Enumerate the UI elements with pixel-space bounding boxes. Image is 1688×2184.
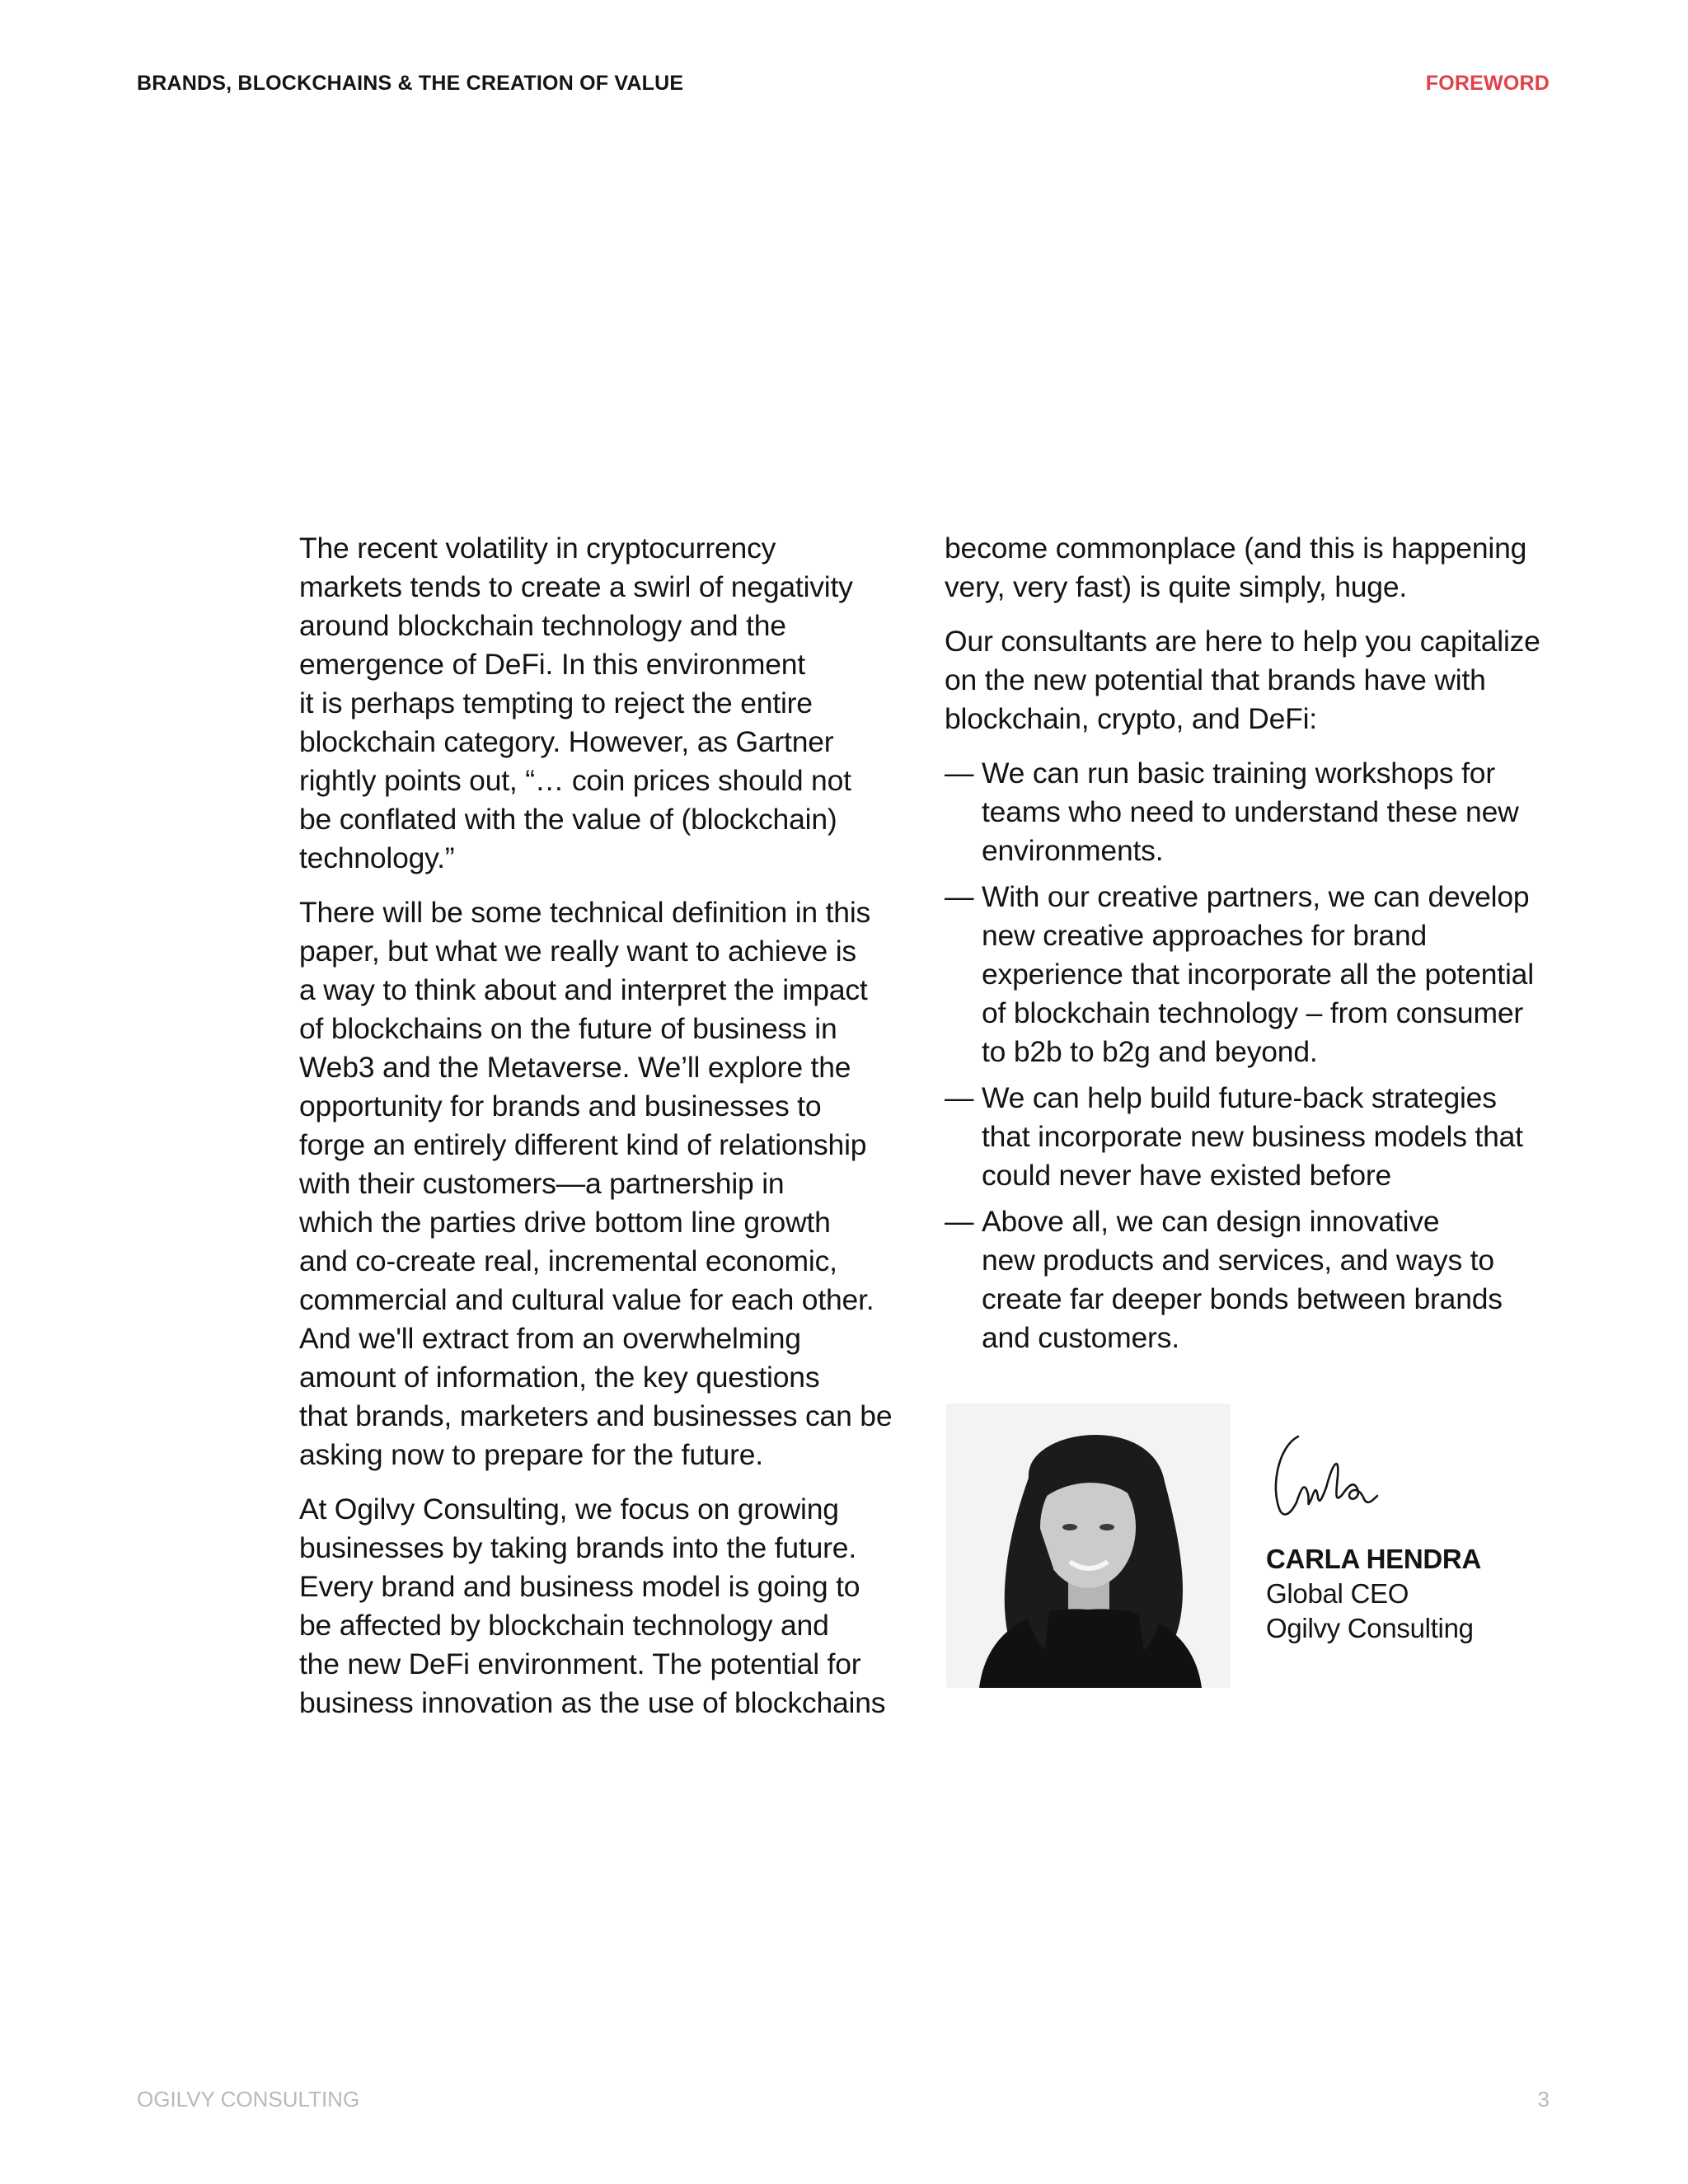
handwritten-signature (1264, 1430, 1395, 1525)
body-paragraph: Our consultants are here to help you capitalize on the new potential that brands have with blockchain, crypto, and DeFi: (945, 625, 1540, 735)
dash-bullet: — (945, 1205, 974, 1238)
services-list (945, 754, 1559, 1357)
body-paragraph: There will be some technical definition in this paper, but what we really want to achieve is a way to think about and interpret the impact of blockchains on the future of business in Web3 and the Metaverse. We’ll explore the opportunity for brands and businesses to forge an entirely different kind of relationship with their customers—a partnership in which the parties drive bottom line growth and co-create real, incremental economic, commercial and cultural value for each other. And we'll extract from an overwhelming amount of information, the key questions that brands, marketers and businesses can be asking now to prepare for the future. (299, 896, 893, 1471)
body-paragraph: become commonplace (and this is happening very, very fast) is quite simply, huge. (945, 532, 1527, 603)
document-title: BRANDS, BLOCKCHAINS & THE CREATION OF VALUE (137, 71, 684, 95)
page-number: 3 (1537, 2087, 1550, 2111)
list-item (945, 754, 1559, 870)
left-text-column (299, 529, 913, 1738)
right-text-column (945, 529, 1559, 1365)
list-item-text: With our creative partners, we can develop new creative approaches for brand experience that incorporate all the potential of blockchain technology – from consumer to b2b to b2g and beyond. (982, 880, 1534, 1068)
body-paragraph: At Ogilvy Consulting, we focus on growing businesses by taking brands into the future. Every brand and business model is going to be affected by blockchain technology and the new DeFi environment. The potential for business innovation as the use of blockchains (299, 1493, 886, 1719)
list-item (945, 1202, 1559, 1357)
list-item-text: Above all, we can design innovative new products and services, and ways to create far deeper bonds between brands and customers. (982, 1205, 1503, 1354)
author-title: Global CEO (1266, 1578, 1409, 1609)
list-item (945, 878, 1559, 1071)
footer-organization: OGILVY CONSULTING (137, 2087, 360, 2111)
list-item-text: We can run basic training workshops for teams who need to understand these new environments. (982, 757, 1519, 867)
body-paragraph: The recent volatility in cryptocurrency markets tends to create a swirl of negativity around blockchain technology and the emergence of DeFi. In this environment it is perhaps tempting to reject the entire blockchain category. However, as Gartner rightly points out, “… coin prices should not be conflated with the value of (blockchain) technology.” (299, 532, 853, 874)
list-item (945, 1079, 1559, 1195)
dash-bullet: — (945, 880, 974, 913)
author-name: CARLA HENDRA (1266, 1544, 1481, 1574)
section-label: FOREWORD (1425, 71, 1550, 95)
list-item-text: We can help build future-back strategies that incorporate new business models that could never have existed before (982, 1081, 1523, 1192)
running-header (137, 69, 1550, 97)
portrait-image (946, 1404, 1231, 1688)
dash-bullet: — (945, 757, 974, 790)
page-footer (137, 2087, 1550, 2112)
author-organization: Ogilvy Consulting (1266, 1613, 1474, 1643)
dash-bullet: — (945, 1081, 974, 1114)
author-portrait (946, 1404, 1231, 1688)
